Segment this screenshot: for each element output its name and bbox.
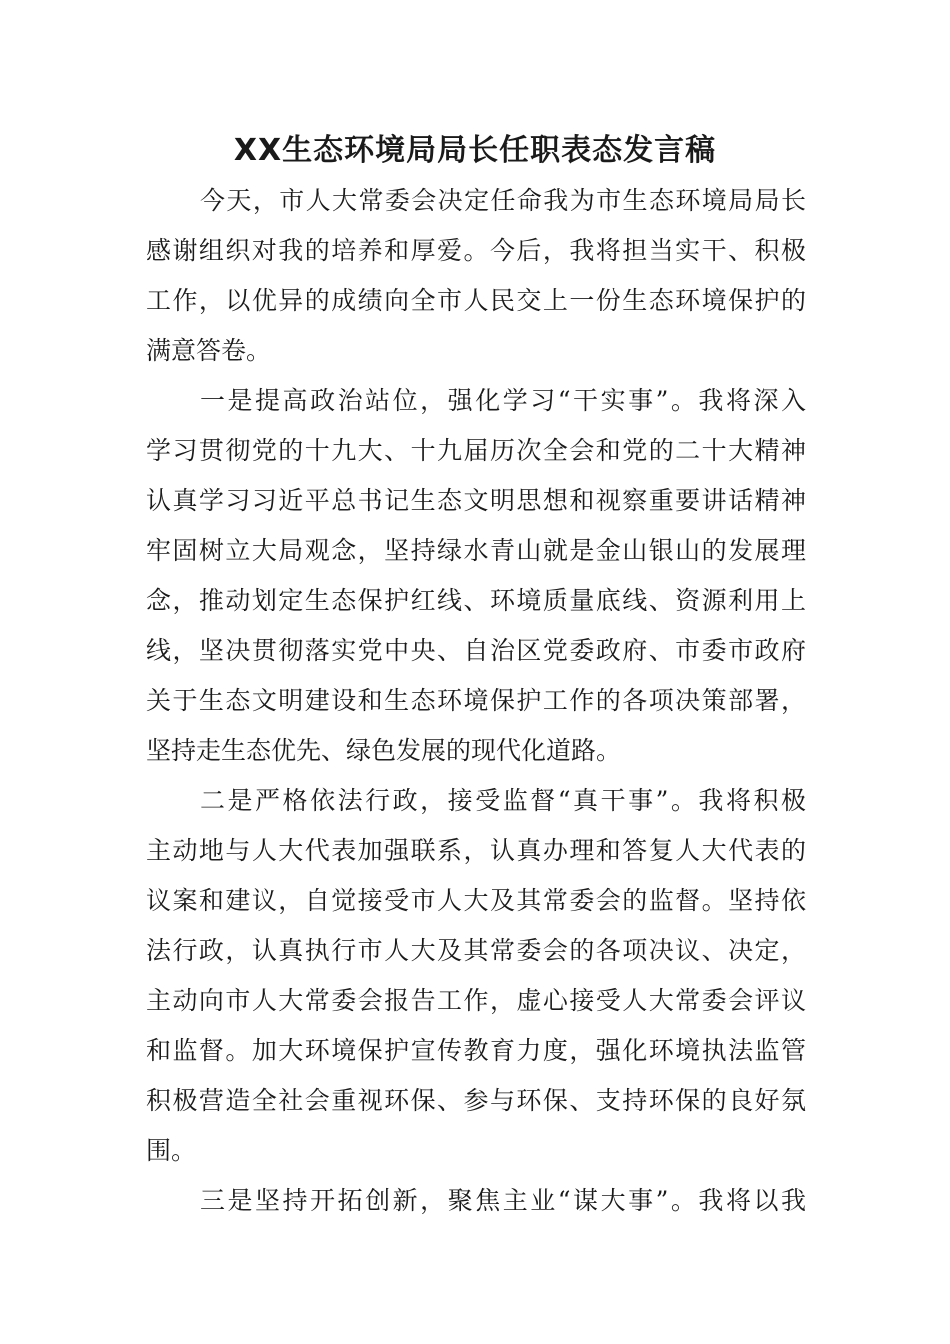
- paragraph-3-line-4: 法行政，认真执行市人大及其常委会的各项决议、决定，: [146, 936, 806, 965]
- document-title: XX生态环境局局长任职表态发言稿: [233, 133, 717, 168]
- paragraph-3-line-5: 主动向市人大常委会报告工作，虚心接受人大常委会评议: [146, 986, 806, 1015]
- paragraph-2-line-8: 坚持走生态优先、绿色发展的现代化道路。: [146, 736, 622, 765]
- paragraph-1-line-1: 今天，市人大常委会决定任命我为市生态环境局局长: [200, 186, 806, 215]
- paragraph-2-line-4: 牢固树立大局观念，坚持绿水青山就是金山银山的发展理: [146, 536, 806, 565]
- paragraph-2-line-3: 认真学习习近平总书记生态文明思想和视察重要讲话精神: [146, 486, 806, 515]
- paragraph-3-line-6: 和监督。加大环境保护宣传教育力度，强化环境执法监管: [146, 1036, 806, 1065]
- paragraph-3-line-3: 议案和建议，自觉接受市人大及其常委会的监督。坚持依: [146, 886, 806, 915]
- paragraph-3-line-1: 二是严格依法行政，接受监督“真干事”。我将积极: [200, 786, 806, 815]
- paragraph-2-line-7: 关于生态文明建设和生态环境保护工作的各项决策部署，: [146, 686, 806, 715]
- paragraph-2-line-6: 线，坚决贯彻落实党中央、自治区党委政府、市委市政府: [146, 636, 806, 665]
- paragraph-1-line-4: 满意答卷。: [146, 336, 272, 365]
- paragraph-3-line-7: 积极营造全社会重视环保、参与环保、支持环保的良好氛: [146, 1086, 806, 1115]
- paragraph-1-line-2: 感谢组织对我的培养和厚爱。今后，我将担当实干、积极: [146, 236, 806, 265]
- paragraph-2-line-5: 念，推动划定生态保护红线、环境质量底线、资源利用上: [146, 586, 806, 615]
- paragraph-4-line-1: 三是坚持开拓创新，聚焦主业“谋大事”。我将以我: [200, 1186, 806, 1215]
- paragraph-2-line-2: 学习贯彻党的十九大、十九届历次全会和党的二十大精神: [146, 436, 806, 465]
- document-body: [146, 176, 806, 1226]
- paragraph-3-line-8: 围。: [146, 1136, 197, 1165]
- paragraph-3-line-2: 主动地与人大代表加强联系，认真办理和答复人大代表的: [146, 836, 806, 865]
- paragraph-2-line-1: 一是提高政治站位，强化学习“干实事”。我将深入: [200, 386, 806, 415]
- paragraph-1-line-3: 工作，以优异的成绩向全市人民交上一份生态环境保护的: [146, 286, 806, 315]
